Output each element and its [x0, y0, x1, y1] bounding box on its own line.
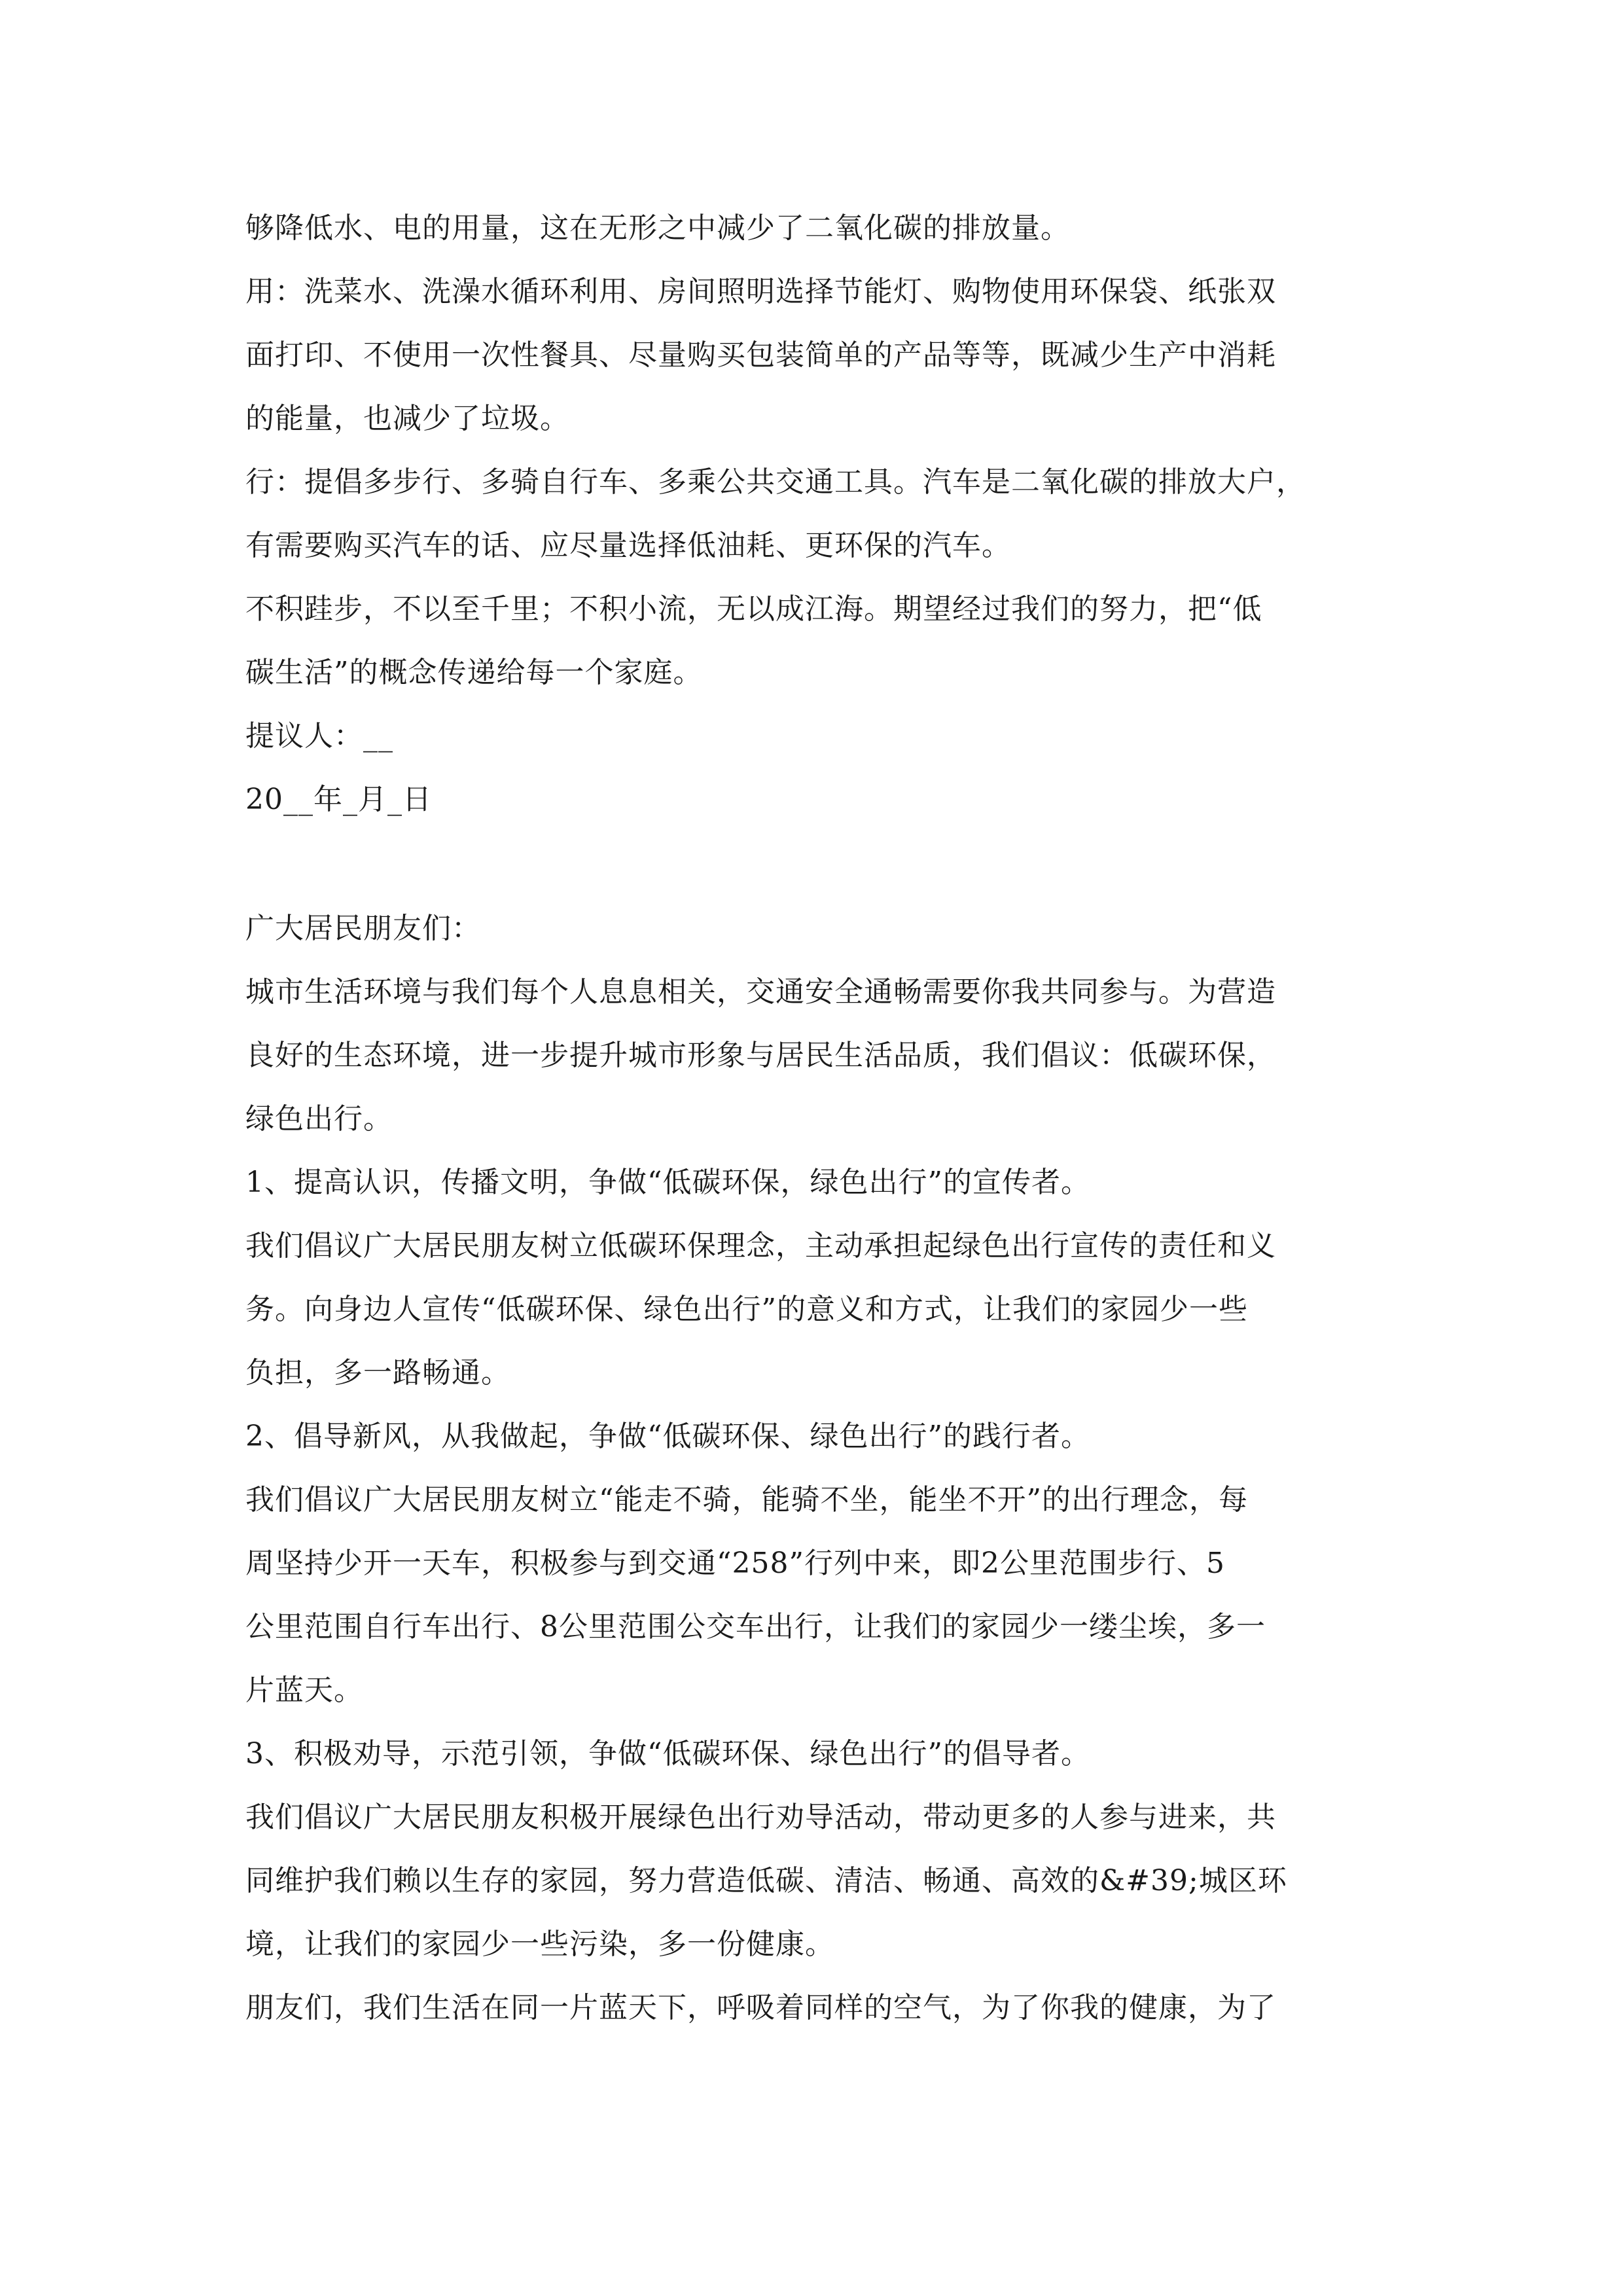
paragraph-line: 有需要购买汽车的话、应尽量选择低油耗、更环保的汽车。 [245, 529, 1011, 562]
date-line: 20__年_月_日 [245, 783, 432, 816]
paragraph-line: 的能量，也减少了垃圾。 [245, 402, 569, 435]
paragraph-line: 同维护我们赖以生存的家园，努力营造低碳、清洁、畅通、高效的&#39;城区环 [245, 1864, 1287, 1897]
paragraph-line: 片蓝天。 [245, 1674, 363, 1707]
paragraph-line: 我们倡议广大居民朋友树立“能走不骑，能骑不坐，能坐不开”的出行理念，每 [245, 1483, 1248, 1516]
paragraph-line: 周坚持少开一天车，积极参与到交通“258”行列中来，即2公里范围步行、5 [245, 1547, 1225, 1580]
paragraph-line: 绿色出行。 [245, 1102, 393, 1136]
paragraph-line: 境，让我们的家园少一些污染，多一份健康。 [245, 1928, 834, 1961]
list-heading: 1、提高认识，传播文明，争做“低碳环保，绿色出行”的宣传者。 [245, 1166, 1090, 1199]
paragraph-line: 务。向身边人宣传“低碳环保、绿色出行”的意义和方式，让我们的家园少一些 [245, 1293, 1248, 1326]
paragraph-line: 负担，多一路畅通。 [245, 1356, 510, 1390]
salutation: 广大居民朋友们： [245, 912, 481, 945]
paragraph-line: 面打印、不使用一次性餐具、尽量购买包装简单的产品等等，既减少生产中消耗 [245, 338, 1276, 372]
paragraph-line: 够降低水、电的用量，这在无形之中减少了二氧化碳的排放量。 [245, 211, 1070, 245]
paragraph-line: 朋友们，我们生活在同一片蓝天下，呼吸着同样的空气，为了你我的健康，为了 [245, 1991, 1276, 2024]
list-heading: 3、积极劝导，示范引领，争做“低碳环保、绿色出行”的倡导者。 [245, 1737, 1090, 1770]
paragraph-line: 良好的生态环境，进一步提升城市形象与居民生活品质，我们倡议：低碳环保， [245, 1039, 1276, 1072]
paragraph-line: 不积跬步，不以至千里；不积小流，无以成江海。期望经过我们的努力，把“低 [245, 592, 1262, 626]
proposer-line: 提议人：__ [245, 719, 393, 753]
paragraph-line: 用：洗菜水、洗澡水循环利用、房间照明选择节能灯、购物使用环保袋、纸张双 [245, 275, 1276, 308]
paragraph-line: 公里范围自行车出行、8公里范围公交车出行，让我们的家园少一缕尘埃，多一 [245, 1610, 1266, 1643]
paragraph-line: 我们倡议广大居民朋友树立低碳环保理念，主动承担起绿色出行宣传的责任和义 [245, 1229, 1276, 1263]
paragraph-line: 碳生活”的概念传递给每一个家庭。 [245, 656, 703, 689]
paragraph-line: 行：提倡多步行、多骑自行车、多乘公共交通工具。汽车是二氧化碳的排放大户， [245, 465, 1306, 499]
paragraph-line: 城市生活环境与我们每个人息息相关，交通安全通畅需要你我共同参与。为营造 [245, 975, 1276, 1009]
paragraph-line: 我们倡议广大居民朋友积极开展绿色出行劝导活动，带动更多的人参与进来，共 [245, 1801, 1276, 1834]
list-heading: 2、倡导新风，从我做起，争做“低碳环保、绿色出行”的践行者。 [245, 1420, 1090, 1453]
